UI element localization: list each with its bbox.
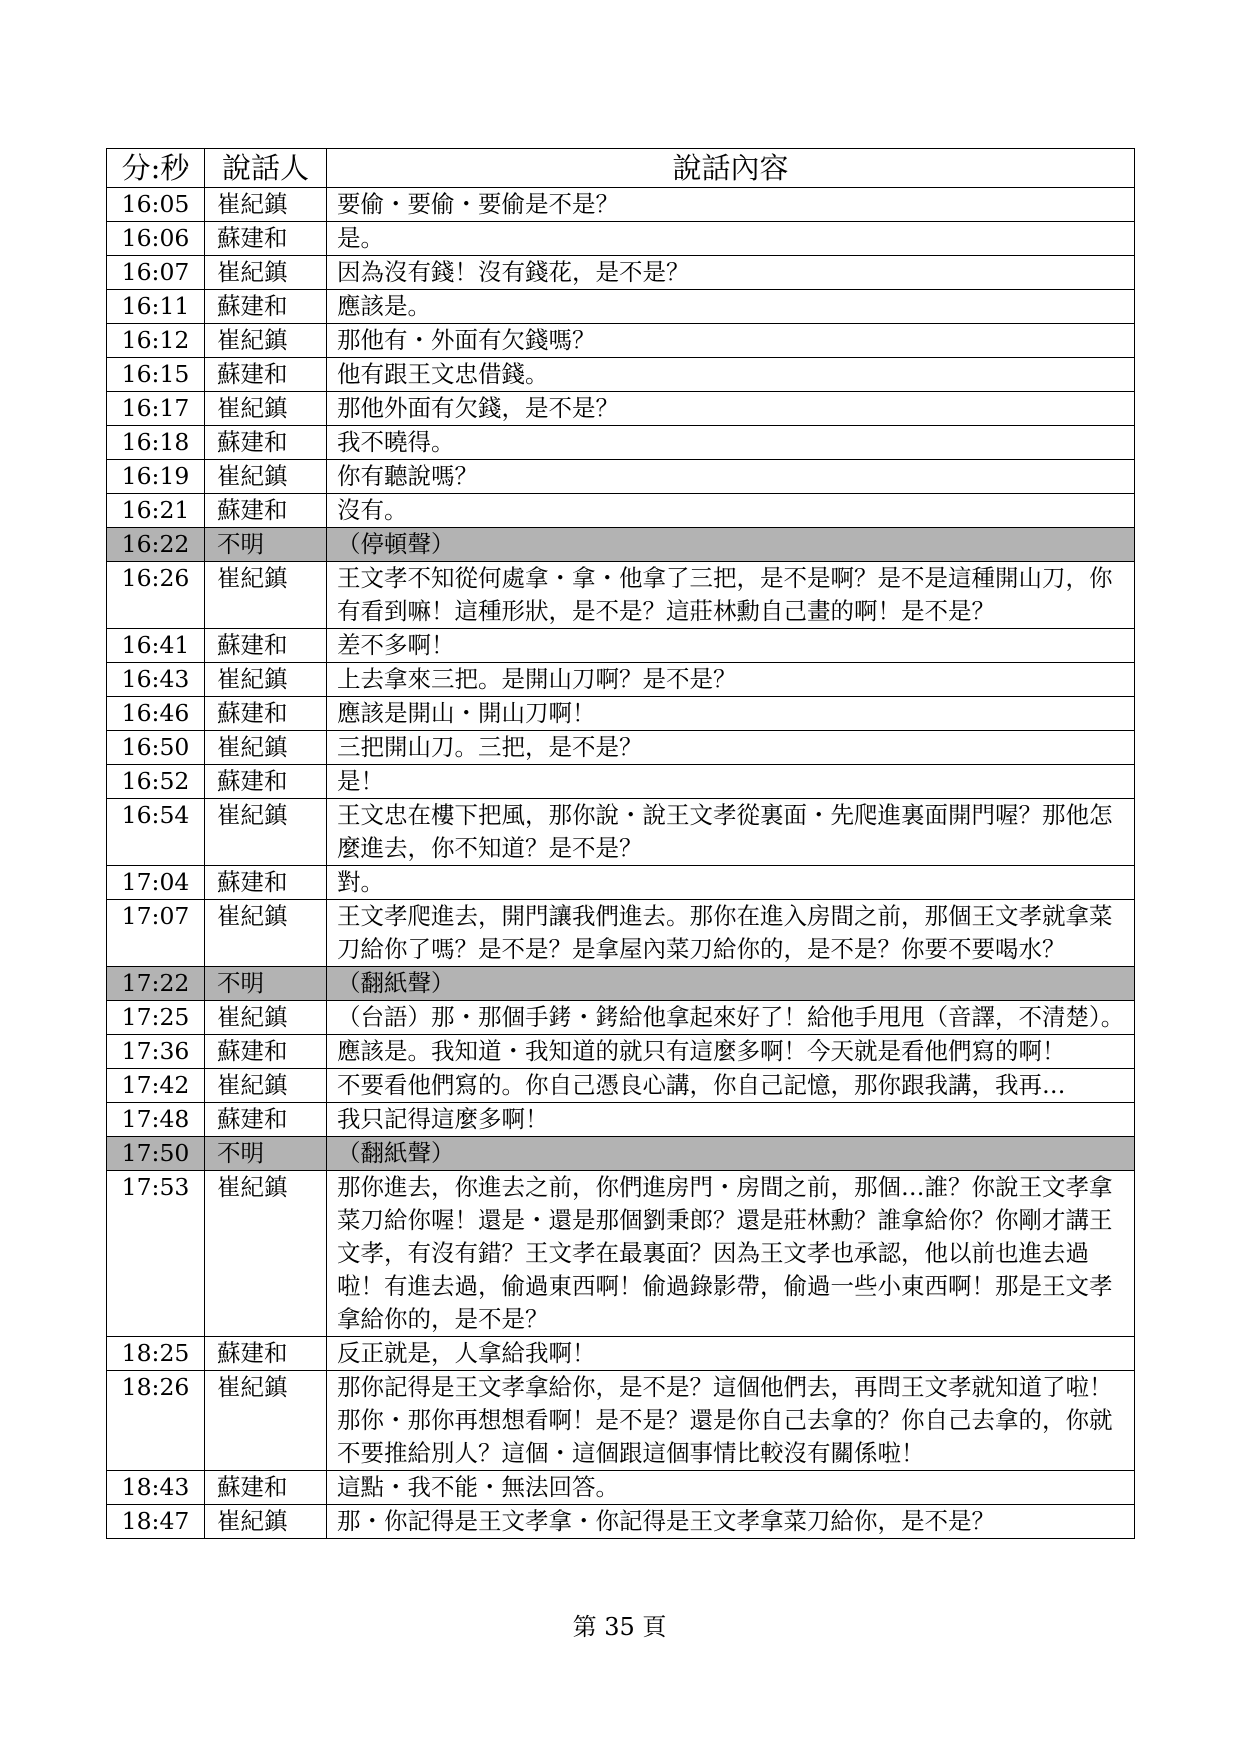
time-cell: 16:06 — [107, 222, 205, 256]
table-row — [107, 1171, 1135, 1337]
content-cell: 差不多啊！ — [327, 629, 1135, 663]
time-cell: 16:15 — [107, 358, 205, 392]
table-row — [107, 1069, 1135, 1103]
time-cell: 16:17 — [107, 392, 205, 426]
speaker-cell: 崔紀鎮 — [205, 900, 327, 967]
content-cell: 那你進去，你進去之前，你們進房門・房間之前，那個…誰？你說王文孝拿菜刀給你喔！還是・還是那個劉秉郎？還是莊林勳？誰拿給你？你剛才講王文孝，有沒有錯？王文孝在最裏面？因為王文孝也承認，他以前也進去過啦！有進去過，偷過東西啊！偷過錄影帶，偷過一些小東西啊！那是王文孝拿給你的，是不是？ — [327, 1171, 1135, 1337]
content-cell: 應該是。我知道・我知道的就只有這麼多啊！今天就是看他們寫的啊！ — [327, 1035, 1135, 1069]
content-cell: 因為沒有錢！沒有錢花，是不是？ — [327, 256, 1135, 290]
content-cell: （翻紙聲） — [327, 967, 1135, 1001]
speaker-cell: 崔紀鎮 — [205, 1069, 327, 1103]
time-cell: 16:18 — [107, 426, 205, 460]
table-row — [107, 358, 1135, 392]
time-cell: 16:52 — [107, 765, 205, 799]
time-cell: 16:11 — [107, 290, 205, 324]
content-cell: 那你記得是王文孝拿給你，是不是？這個他們去，再問王文孝就知道了啦！那你・那你再想想看啊！是不是？還是你自己去拿的？你自己去拿的，你就不要推給別人？這個・這個跟這個事情比較沒有關係啦！ — [327, 1371, 1135, 1471]
time-cell: 17:53 — [107, 1171, 205, 1337]
table-row — [107, 460, 1135, 494]
transcript-table — [106, 148, 1135, 1539]
speaker-cell: 崔紀鎮 — [205, 1371, 327, 1471]
speaker-cell: 蘇建和 — [205, 866, 327, 900]
time-cell: 16:07 — [107, 256, 205, 290]
speaker-cell: 不明 — [205, 528, 327, 562]
content-cell: 那他外面有欠錢，是不是？ — [327, 392, 1135, 426]
speaker-cell: 蘇建和 — [205, 765, 327, 799]
content-cell: 那他有・外面有欠錢嗎？ — [327, 324, 1135, 358]
table-row — [107, 866, 1135, 900]
speaker-cell: 崔紀鎮 — [205, 799, 327, 866]
speaker-cell: 崔紀鎮 — [205, 392, 327, 426]
time-cell: 16:41 — [107, 629, 205, 663]
header-time: 分:秒 — [107, 149, 205, 188]
table-header-row — [107, 149, 1135, 188]
table-row — [107, 629, 1135, 663]
content-cell: 沒有。 — [327, 494, 1135, 528]
content-cell: 王文孝不知從何處拿・拿・他拿了三把，是不是啊？是不是這種開山刀，你有看到嘛！這種形狀，是不是？這莊林勳自己畫的啊！是不是？ — [327, 562, 1135, 629]
time-cell: 17:36 — [107, 1035, 205, 1069]
content-cell: 不要看他們寫的。你自己憑良心講，你自己記憶，那你跟我講，我再… — [327, 1069, 1135, 1103]
time-cell: 16:22 — [107, 528, 205, 562]
header-content: 說話內容 — [327, 149, 1135, 188]
table-row — [107, 256, 1135, 290]
time-cell: 17:48 — [107, 1103, 205, 1137]
speaker-cell: 崔紀鎮 — [205, 731, 327, 765]
content-cell: 你有聽說嗎？ — [327, 460, 1135, 494]
content-cell: 上去拿來三把。是開山刀啊？是不是？ — [327, 663, 1135, 697]
table-row — [107, 222, 1135, 256]
speaker-cell: 蘇建和 — [205, 629, 327, 663]
time-cell: 16:50 — [107, 731, 205, 765]
content-cell: （翻紙聲） — [327, 1137, 1135, 1171]
content-cell: 王文忠在樓下把風，那你說・說王文孝從裏面・先爬進裏面開門喔？那他怎麼進去，你不知道？是不是？ — [327, 799, 1135, 866]
table-row — [107, 188, 1135, 222]
table-row — [107, 765, 1135, 799]
content-cell: 王文孝爬進去，開門讓我們進去。那你在進入房間之前，那個王文孝就拿菜刀給你了嗎？是不是？是拿屋內菜刀給你的，是不是？你要不要喝水？ — [327, 900, 1135, 967]
content-cell: 是。 — [327, 222, 1135, 256]
speaker-cell: 崔紀鎮 — [205, 663, 327, 697]
time-cell: 18:47 — [107, 1505, 205, 1539]
table-row — [107, 1103, 1135, 1137]
content-cell: 我不曉得。 — [327, 426, 1135, 460]
time-cell: 16:43 — [107, 663, 205, 697]
table-row — [107, 1471, 1135, 1505]
transcript-rows — [107, 188, 1135, 1539]
table-row — [107, 1137, 1135, 1171]
time-cell: 17:07 — [107, 900, 205, 967]
table-row — [107, 697, 1135, 731]
speaker-cell: 蘇建和 — [205, 494, 327, 528]
speaker-cell: 蘇建和 — [205, 1035, 327, 1069]
table-row — [107, 1371, 1135, 1471]
speaker-cell: 崔紀鎮 — [205, 562, 327, 629]
speaker-cell: 蘇建和 — [205, 290, 327, 324]
table-row — [107, 528, 1135, 562]
time-cell: 17:42 — [107, 1069, 205, 1103]
time-cell: 17:25 — [107, 1001, 205, 1035]
content-cell: 應該是開山・開山刀啊！ — [327, 697, 1135, 731]
header-speaker: 說話人 — [205, 149, 327, 188]
table-row — [107, 663, 1135, 697]
time-cell: 17:22 — [107, 967, 205, 1001]
speaker-cell: 崔紀鎮 — [205, 188, 327, 222]
speaker-cell: 不明 — [205, 967, 327, 1001]
content-cell: 我只記得這麼多啊！ — [327, 1103, 1135, 1137]
speaker-cell: 蘇建和 — [205, 697, 327, 731]
table-row — [107, 1337, 1135, 1371]
time-cell: 18:26 — [107, 1371, 205, 1471]
time-cell: 16:54 — [107, 799, 205, 866]
content-cell: 應該是。 — [327, 290, 1135, 324]
time-cell: 18:43 — [107, 1471, 205, 1505]
table-row — [107, 290, 1135, 324]
time-cell: 17:50 — [107, 1137, 205, 1171]
time-cell: 16:19 — [107, 460, 205, 494]
speaker-cell: 崔紀鎮 — [205, 1505, 327, 1539]
time-cell: 16:21 — [107, 494, 205, 528]
content-cell: 反正就是，人拿給我啊！ — [327, 1337, 1135, 1371]
table-row — [107, 900, 1135, 967]
table-row — [107, 1505, 1135, 1539]
speaker-cell: 崔紀鎮 — [205, 1001, 327, 1035]
table-row — [107, 426, 1135, 460]
speaker-cell: 崔紀鎮 — [205, 324, 327, 358]
table-row — [107, 799, 1135, 866]
speaker-cell: 蘇建和 — [205, 222, 327, 256]
content-cell: 要偷・要偷・要偷是不是？ — [327, 188, 1135, 222]
table-row — [107, 967, 1135, 1001]
content-cell: （停頓聲） — [327, 528, 1135, 562]
table-row — [107, 731, 1135, 765]
speaker-cell: 崔紀鎮 — [205, 256, 327, 290]
speaker-cell: 不明 — [205, 1137, 327, 1171]
speaker-cell: 崔紀鎮 — [205, 460, 327, 494]
table-row — [107, 562, 1135, 629]
time-cell: 16:05 — [107, 188, 205, 222]
table-row — [107, 1035, 1135, 1069]
table-row — [107, 494, 1135, 528]
time-cell: 16:12 — [107, 324, 205, 358]
time-cell: 16:46 — [107, 697, 205, 731]
content-cell: 這點・我不能・無法回答。 — [327, 1471, 1135, 1505]
speaker-cell: 蘇建和 — [205, 358, 327, 392]
content-cell: （台語）那・那個手銬・銬給他拿起來好了！給他手甩甩（音譯，不清楚）。 — [327, 1001, 1135, 1035]
time-cell: 18:25 — [107, 1337, 205, 1371]
content-cell: 三把開山刀。三把，是不是？ — [327, 731, 1135, 765]
speaker-cell: 蘇建和 — [205, 1471, 327, 1505]
content-cell: 那・你記得是王文孝拿・你記得是王文孝拿菜刀給你，是不是？ — [327, 1505, 1135, 1539]
table-row — [107, 324, 1135, 358]
page-number: 第 35 頁 — [572, 1613, 667, 1641]
table-row — [107, 1001, 1135, 1035]
speaker-cell: 蘇建和 — [205, 1103, 327, 1137]
time-cell: 17:04 — [107, 866, 205, 900]
speaker-cell: 蘇建和 — [205, 1337, 327, 1371]
speaker-cell: 崔紀鎮 — [205, 1171, 327, 1337]
table-row — [107, 392, 1135, 426]
content-cell: 對。 — [327, 866, 1135, 900]
content-cell: 他有跟王文忠借錢。 — [327, 358, 1135, 392]
content-cell: 是！ — [327, 765, 1135, 799]
speaker-cell: 蘇建和 — [205, 426, 327, 460]
time-cell: 16:26 — [107, 562, 205, 629]
